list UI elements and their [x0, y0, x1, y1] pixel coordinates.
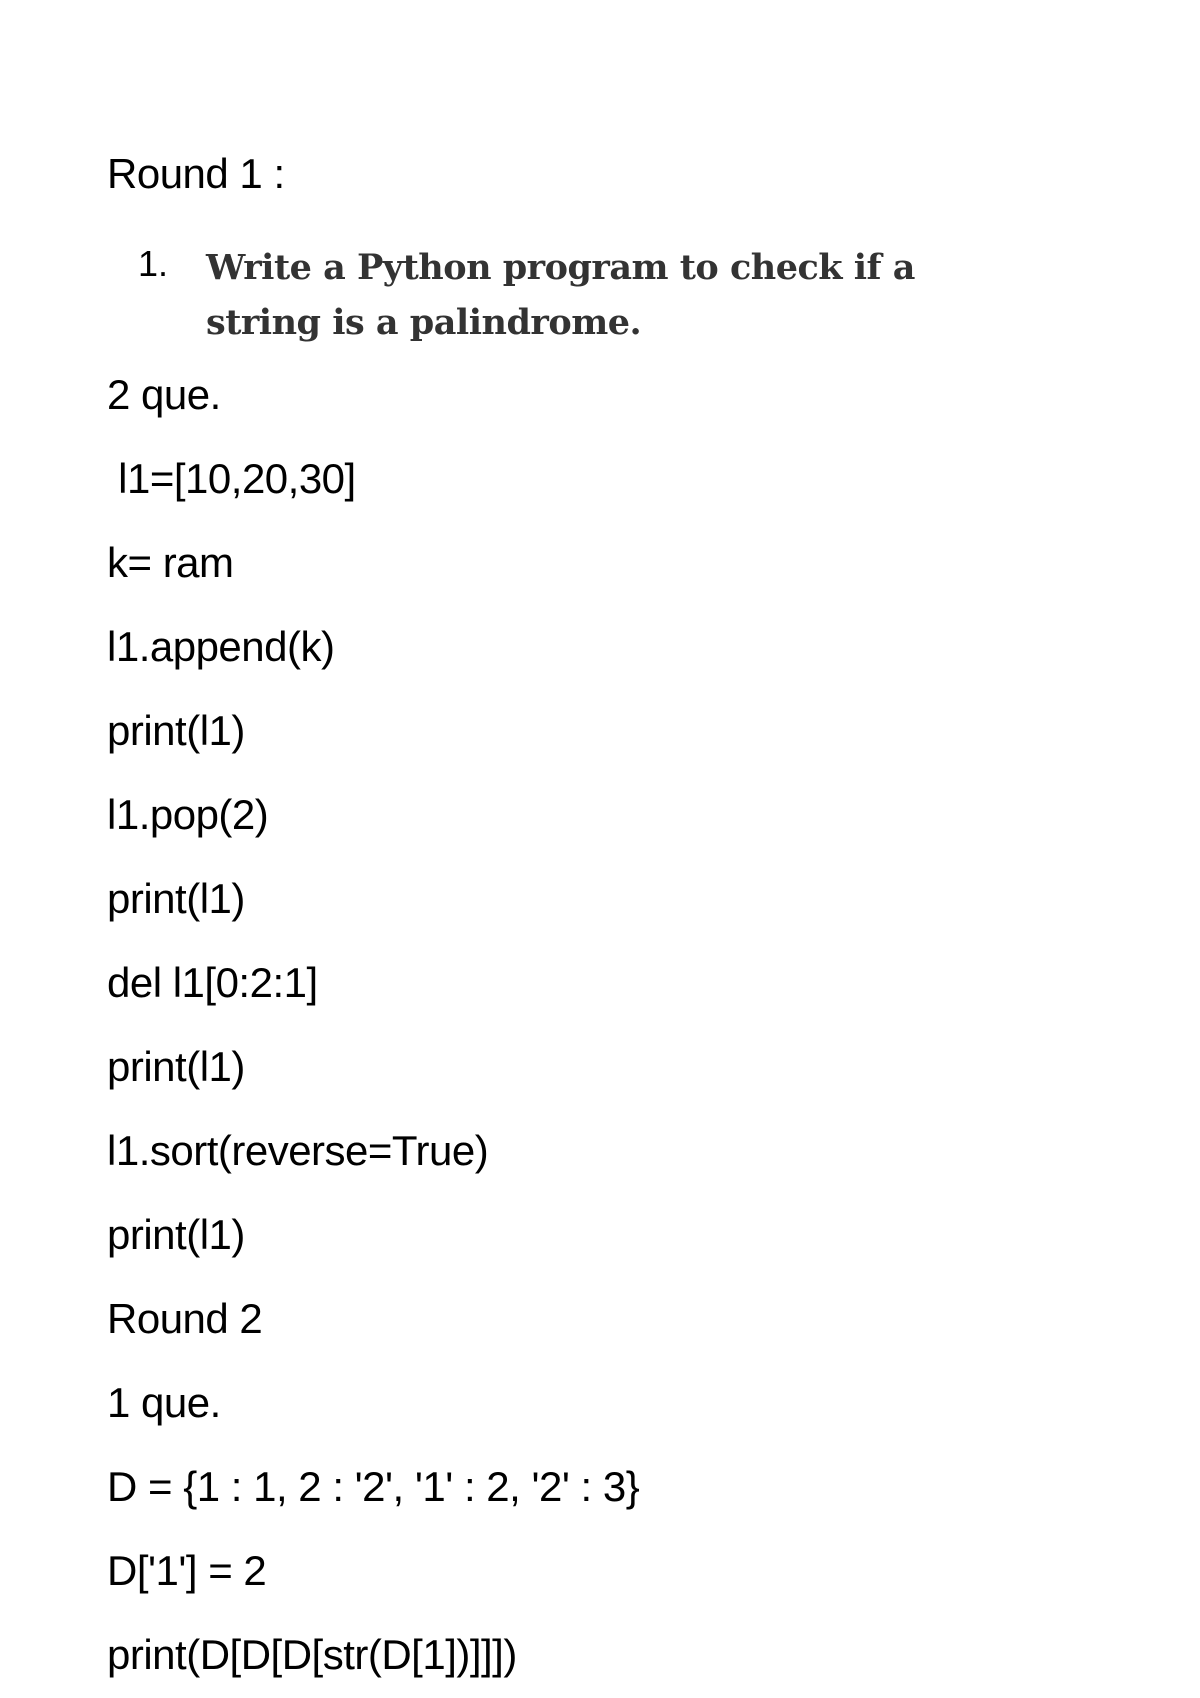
code-line: D['1'] = 2 [107, 1547, 267, 1594]
code-line: del l1[0:2:1] [107, 959, 318, 1006]
round-2-question-1-label: 1 que. [107, 1379, 221, 1426]
code-line: l1.pop(2) [107, 791, 269, 838]
question-number: 1. [138, 243, 169, 284]
code-line: l1.append(k) [107, 623, 335, 670]
code-line: k= ram [107, 539, 234, 586]
code-line: print(l1) [107, 1043, 245, 1090]
code-line: l1=[10,20,30] [107, 455, 356, 502]
round-1-heading: Round 1 : [107, 150, 285, 197]
code-line: print(D[D[D[str(D[1])]]]) [107, 1631, 517, 1678]
question-text: Write a Python program to check if a string is a palindrome. [206, 247, 915, 343]
code-line: print(l1) [107, 707, 245, 754]
question-2-label: 2 que. [107, 371, 221, 418]
round-2-heading: Round 2 [107, 1295, 263, 1342]
code-line: D = {1 : 1, 2 : '2', '1' : 2, '2' : 3} [107, 1463, 640, 1510]
code-line: l1.sort(reverse=True) [107, 1127, 489, 1174]
code-line: print(l1) [107, 1211, 245, 1258]
code-line: print(l1) [107, 875, 245, 922]
